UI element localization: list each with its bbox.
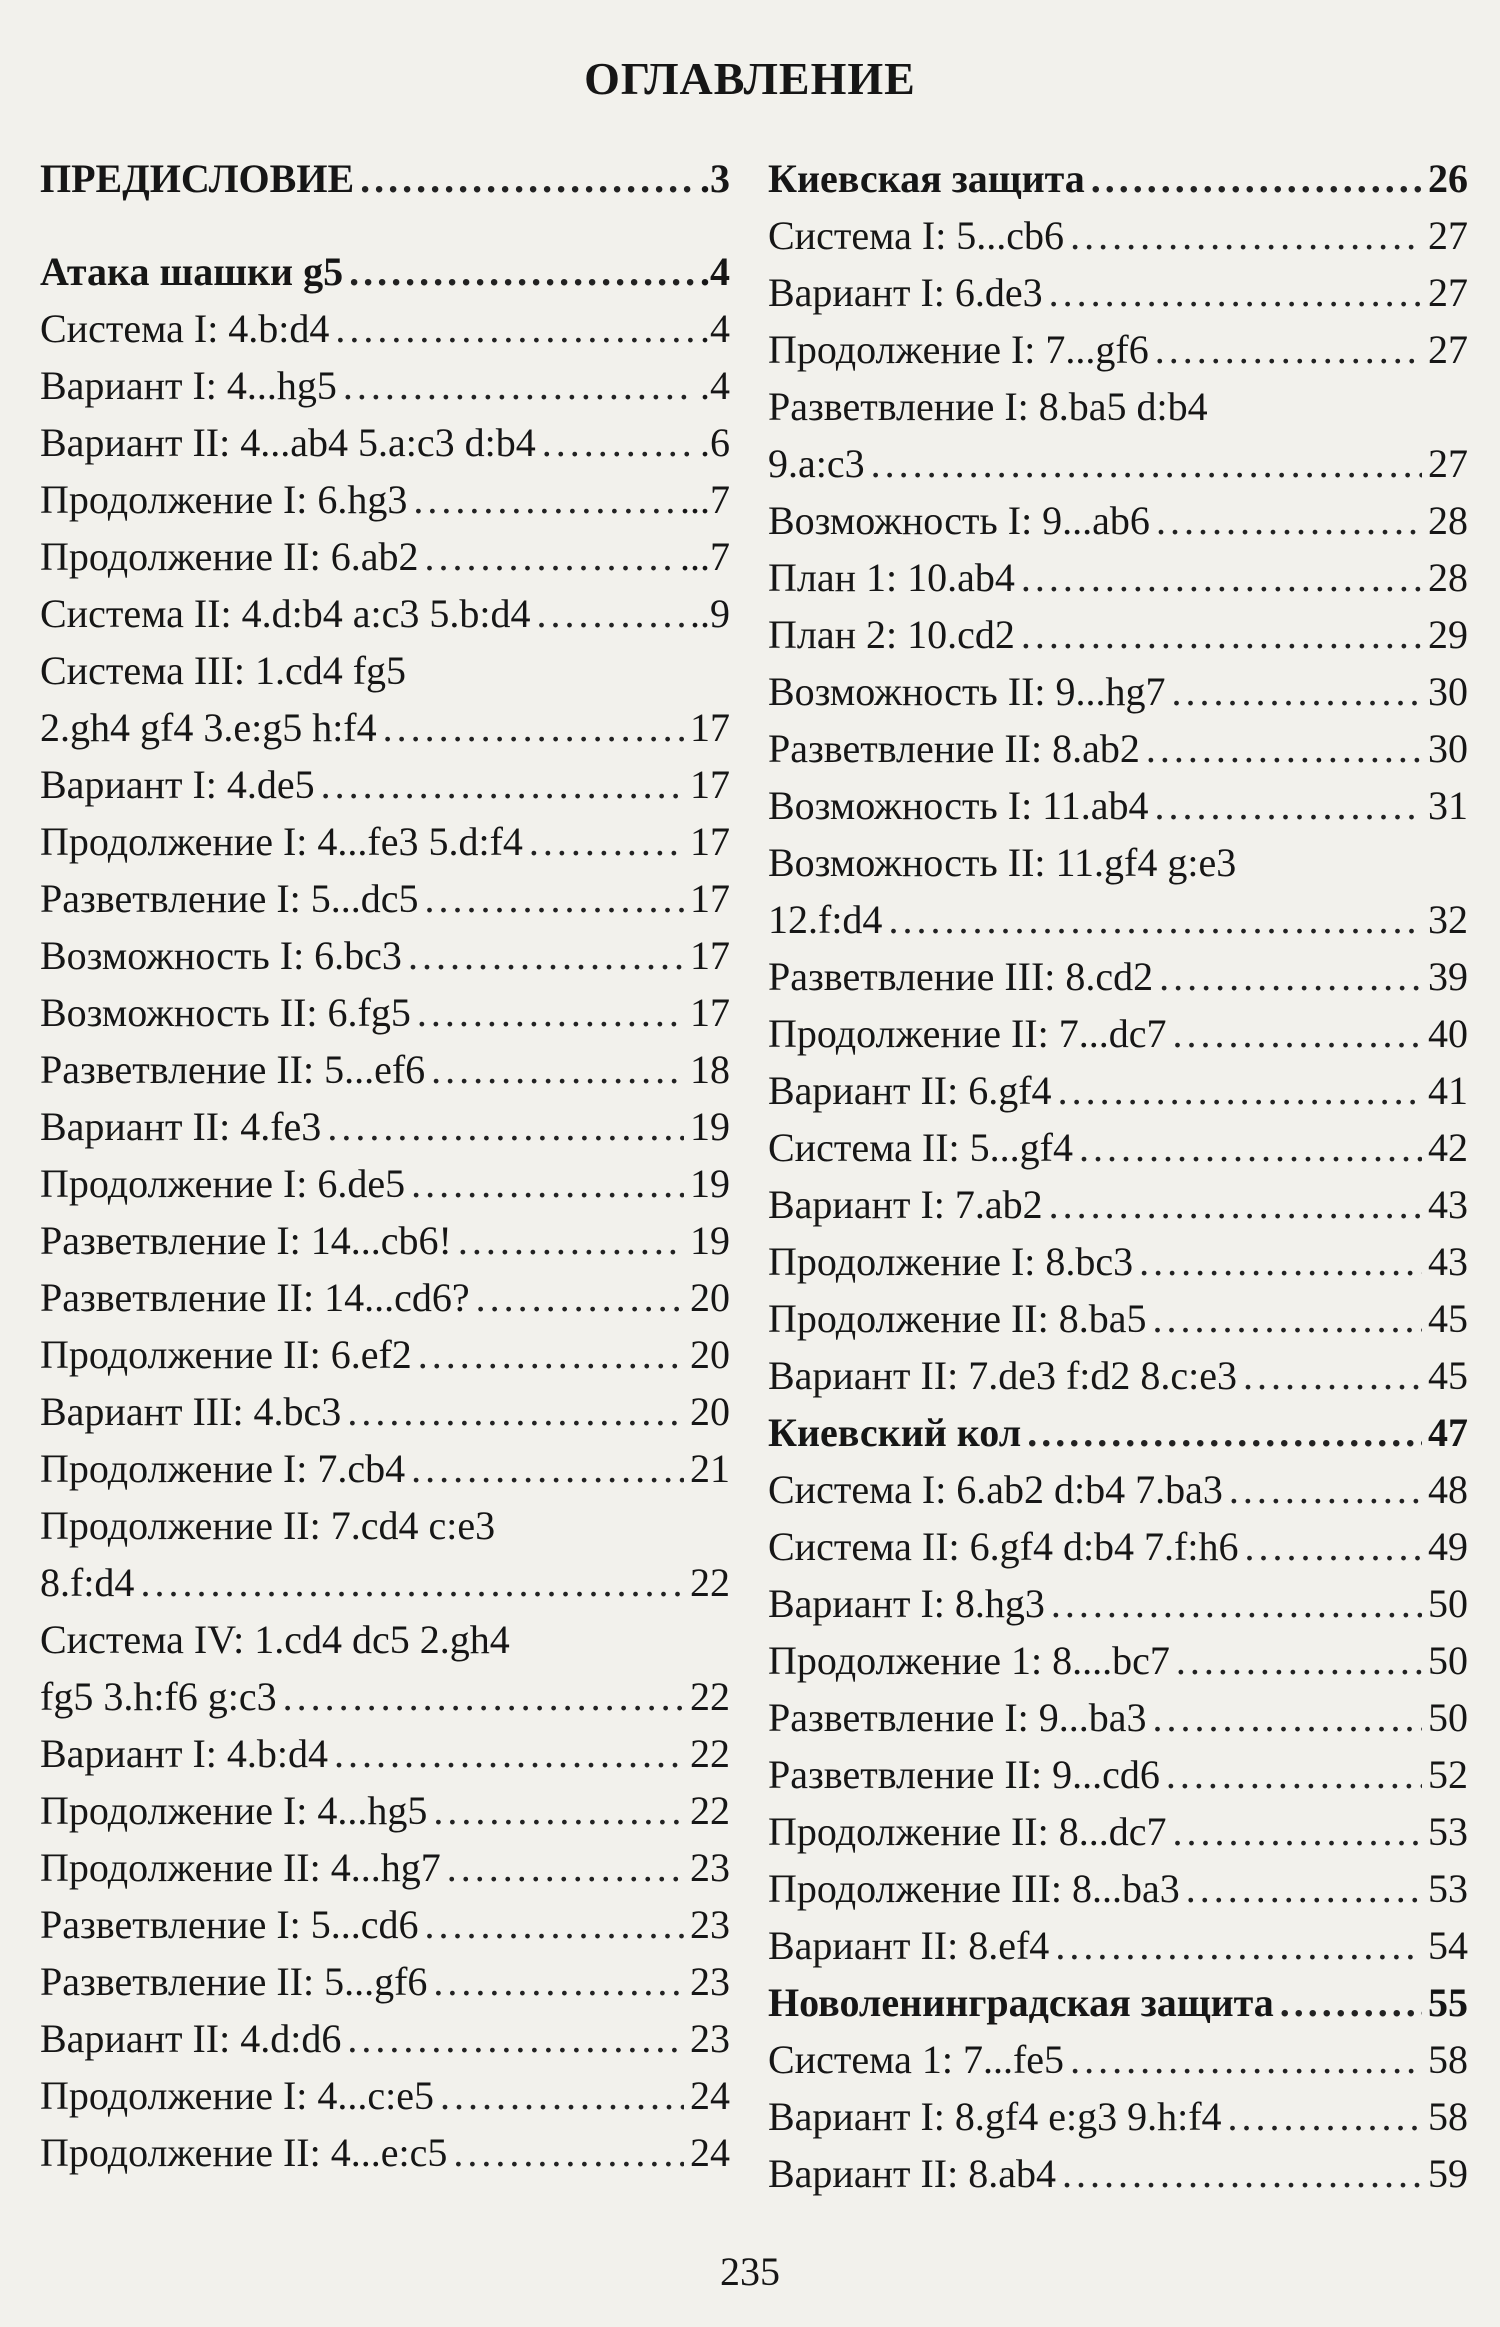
- toc-entry-label: Система I: 4.b:d4: [40, 306, 330, 351]
- toc-entry-label: Система I: 6.ab2 d:b4 7.ba3: [768, 1467, 1223, 1512]
- dot-leader: [383, 699, 684, 756]
- toc-entry-page: 50: [1428, 1695, 1468, 1740]
- toc-entry-label: Продолжение I: 7.cb4: [40, 1446, 406, 1491]
- dot-leader: [431, 1041, 684, 1098]
- toc-entry-label: Вариант II: 4.fe3: [40, 1104, 322, 1149]
- dot-leader: [1186, 1860, 1422, 1917]
- dot-leader: [1172, 1005, 1422, 1062]
- toc-entry: [768, 663, 1468, 720]
- toc-entry-label: Вариант I: 6.de3: [768, 270, 1043, 315]
- toc-entry-label: Система II: 4.d:b4 a:c3 5.b:d4: [40, 591, 531, 636]
- dot-leader: [418, 1326, 684, 1383]
- toc-entry-page: 20: [690, 1389, 730, 1434]
- toc-entry: [40, 1155, 730, 1212]
- toc-entry-label: Продолжение I: 6.de5: [40, 1161, 406, 1206]
- toc-entry-label: Разветвление II: 14...cd6?: [40, 1275, 470, 1320]
- toc-entry-page: 19: [690, 1161, 730, 1206]
- toc-left-column: [40, 150, 730, 2181]
- toc-entry: [768, 606, 1468, 663]
- toc-entry-label: 9.a:c3: [768, 441, 865, 486]
- dot-leader: [536, 585, 684, 642]
- dot-leader: [453, 2124, 684, 2181]
- toc-entry: [768, 1860, 1468, 1917]
- toc-entry: [40, 1212, 730, 1269]
- toc-entry-page: 27: [1428, 441, 1468, 486]
- dot-leader: [1152, 1290, 1422, 1347]
- dot-leader: [871, 435, 1422, 492]
- toc-entry-label: Вариант III: 4.bc3: [40, 1389, 342, 1434]
- toc-entry-page: 30: [1428, 669, 1468, 714]
- toc-entry-page: .3: [700, 156, 730, 201]
- toc-entry-page: 29: [1428, 612, 1468, 657]
- toc-entry-page: .6: [700, 420, 730, 465]
- toc-entry: [40, 1440, 730, 1497]
- toc-entry-label: План 1: 10.ab4: [768, 555, 1015, 600]
- dot-leader: [411, 1440, 684, 1497]
- toc-entry-label: 8.f:d4: [40, 1560, 135, 1605]
- dot-leader: [413, 471, 674, 528]
- toc-entry: [768, 1119, 1468, 1176]
- dot-leader: [347, 1383, 684, 1440]
- toc-entry-page: 17: [690, 876, 730, 921]
- toc-entry-page: 49: [1428, 1524, 1468, 1569]
- toc-entry: [40, 984, 730, 1041]
- toc-entry-label: Продолжение II: 6.ef2: [40, 1332, 412, 1377]
- toc-entry-label: Возможность I: 6.bc3: [40, 933, 402, 978]
- toc-entry: [40, 1839, 730, 1896]
- toc-entry-page: 53: [1428, 1809, 1468, 1854]
- toc-entry-label: Возможность II: 9...hg7: [768, 669, 1166, 714]
- toc-entry-page: 41: [1428, 1068, 1468, 1113]
- dot-leader: [529, 813, 684, 870]
- toc-entry-label: Разветвление II: 9...cd6: [768, 1752, 1160, 1797]
- toc-entry-label: Разветвление III: 8.cd2: [768, 954, 1154, 999]
- dot-leader: [433, 1782, 684, 1839]
- toc-entry-page: 31: [1428, 783, 1468, 828]
- toc-entry: [40, 2010, 730, 2067]
- toc-entry-page: 43: [1428, 1239, 1468, 1284]
- toc-entry: [40, 1554, 730, 1611]
- toc-entry: [768, 150, 1468, 207]
- toc-entry-page: 23: [690, 1959, 730, 2004]
- toc-entry: [768, 1632, 1468, 1689]
- dot-leader: [1245, 1518, 1423, 1575]
- toc-entry-label: Продолжение I: 4...fe3 5.d:f4: [40, 819, 523, 864]
- dot-leader: [1091, 150, 1422, 207]
- toc-entry: [40, 1326, 730, 1383]
- dot-leader: [1139, 1233, 1422, 1290]
- dot-leader: [440, 2067, 684, 2124]
- toc-entry-page: ...7: [680, 477, 730, 522]
- dot-leader: [1154, 777, 1422, 834]
- toc-entry: [40, 300, 730, 357]
- toc-entry-page: 21: [690, 1446, 730, 1491]
- toc-entry: [40, 243, 730, 300]
- toc-entry-page: 47: [1428, 1410, 1468, 1455]
- dot-leader: [1153, 1689, 1422, 1746]
- toc-entry-label: Разветвление I: 14...cb6!: [40, 1218, 452, 1263]
- dot-leader: [1049, 264, 1422, 321]
- dot-leader: [476, 1269, 684, 1326]
- toc-entry: [768, 2031, 1468, 2088]
- dot-leader: [1172, 663, 1423, 720]
- dot-leader: [1146, 720, 1422, 777]
- toc-entry: [768, 720, 1468, 777]
- dot-leader: [321, 756, 684, 813]
- toc-entry-page: 50: [1428, 1638, 1468, 1683]
- toc-entry-label: Возможность I: 11.ab4: [768, 783, 1149, 828]
- toc-entry: [768, 1062, 1468, 1119]
- toc-entry-page: 17: [690, 762, 730, 807]
- toc-entry: [40, 1041, 730, 1098]
- toc-entry-label: Система 1: 7...fe5: [768, 2037, 1065, 2082]
- toc-entry-label: Разветвление I: 5...cd6: [40, 1902, 419, 1947]
- toc-entry: [768, 321, 1468, 378]
- toc-entry-label: Вариант II: 8.ab4: [768, 2151, 1056, 2196]
- dot-leader: [458, 1212, 684, 1269]
- toc-entry-label: Вариант I: 4...hg5: [40, 363, 337, 408]
- toc-entry-page: 17: [690, 705, 730, 750]
- toc-entry-page: 22: [690, 1788, 730, 1833]
- toc-entry-label: 12.f:d4: [768, 897, 883, 942]
- toc-entry-label: Вариант I: 4.de5: [40, 762, 315, 807]
- dot-leader: [343, 357, 694, 414]
- toc-right-column: [768, 150, 1468, 2202]
- toc-entry-label: Вариант I: 8.hg3: [768, 1581, 1045, 1626]
- toc-entry-label: Продолжение 1: 8....bc7: [768, 1638, 1170, 1683]
- toc-entry-page: 22: [690, 1731, 730, 1776]
- dot-leader: [1070, 2031, 1422, 2088]
- toc-entry: [768, 948, 1468, 1005]
- dot-leader: [1166, 1746, 1422, 1803]
- toc-entry-page: 23: [690, 1845, 730, 1890]
- toc-entry-label: 2.gh4 gf4 3.e:g5 h:f4: [40, 705, 377, 750]
- dot-leader: [1070, 207, 1422, 264]
- toc-entry-label: Продолжение I: 6.hg3: [40, 477, 408, 522]
- toc-entry-label: Разветвление II: 8.ab2: [768, 726, 1140, 771]
- toc-entry: [40, 870, 730, 927]
- toc-entry-page: 19: [690, 1104, 730, 1149]
- toc-entry-label: Система II: 6.gf4 d:b4 7.f:h6: [768, 1524, 1239, 1569]
- toc-entry: [768, 2088, 1468, 2145]
- toc-entry: [40, 1953, 730, 2010]
- dot-leader: [1176, 1632, 1422, 1689]
- dot-leader: [1062, 2145, 1422, 2202]
- dot-leader: [1049, 1176, 1422, 1233]
- toc-entry-page: ...7: [680, 534, 730, 579]
- dot-leader: [1155, 321, 1422, 378]
- dot-leader: [1172, 1803, 1422, 1860]
- toc-entry-label: Продолжение II: 4...e:c5: [40, 2130, 448, 2175]
- toc-entry: [768, 1233, 1468, 1290]
- toc-entry: [768, 435, 1468, 492]
- toc-entry-label: Система I: 5...cb6: [768, 213, 1065, 258]
- toc-entry-label: Вариант I: 8.gf4 e:g3 9.h:f4: [768, 2094, 1222, 2139]
- toc-entry-first-line: Возможность II: 11.gf4 g:e3: [768, 840, 1237, 885]
- dot-leader: [1228, 2088, 1422, 2145]
- toc-entry: [768, 1917, 1468, 1974]
- toc-entry: [768, 549, 1468, 606]
- toc-entry-label: Вариант II: 6.gf4: [768, 1068, 1052, 1113]
- toc-entry-page: 50: [1428, 1581, 1468, 1626]
- toc-entry: [768, 1347, 1468, 1404]
- toc-entry-page: 32: [1428, 897, 1468, 942]
- toc-entry-page: 42: [1428, 1125, 1468, 1170]
- toc-entry: [40, 1098, 730, 1155]
- toc-entry-label: Продолжение II: 7...dc7: [768, 1011, 1167, 1056]
- toc-entry-label: Вариант I: 7.ab2: [768, 1182, 1043, 1227]
- toc-entry-page: 27: [1428, 327, 1468, 372]
- toc-entry-page: 45: [1428, 1296, 1468, 1341]
- toc-entry-page: 24: [690, 2073, 730, 2118]
- toc-entry: [768, 891, 1468, 948]
- toc-entry: [768, 1689, 1468, 1746]
- dot-leader: [1229, 1461, 1422, 1518]
- toc-entry: [768, 1518, 1468, 1575]
- toc-entry-page: 58: [1428, 2094, 1468, 2139]
- toc-entry-label: Вариант II: 4.d:d6: [40, 2016, 342, 2061]
- toc-entry: [768, 777, 1468, 834]
- toc-entry-label: Возможность II: 6.fg5: [40, 990, 411, 1035]
- toc-entry: [40, 2124, 730, 2181]
- toc-entry-label: Продолжение II: 6.ab2: [40, 534, 419, 579]
- toc-entry-label: Продолжение II: 4...hg7: [40, 1845, 441, 1890]
- toc-entry-page: 28: [1428, 498, 1468, 543]
- toc-entry-label: Разветвление II: 5...ef6: [40, 1047, 426, 1092]
- toc-entry-label: fg5 3.h:f6 g:c3: [40, 1674, 277, 1719]
- toc-entry-label: Продолжение I: 4...hg5: [40, 1788, 428, 1833]
- dot-leader: [1027, 1404, 1422, 1461]
- toc-entry-label: Продолжение III: 8...ba3: [768, 1866, 1180, 1911]
- toc-entry-first-line: Система IV: 1.cd4 dc5 2.gh4: [40, 1617, 510, 1662]
- toc-entry-page: 54: [1428, 1923, 1468, 1968]
- toc-entry: [40, 1668, 730, 1725]
- toc-entry-page: 23: [690, 1902, 730, 1947]
- toc-entry-page: 39: [1428, 954, 1468, 999]
- toc-entry-label: Киевский кол: [768, 1410, 1022, 1455]
- toc-entry-first-line: Разветвление I: 8.ba5 d:b4: [768, 384, 1208, 429]
- dot-leader: [424, 528, 674, 585]
- dot-leader: [327, 1098, 684, 1155]
- toc-entry-label: Продолжение I: 8.bc3: [768, 1239, 1134, 1284]
- dot-leader: [411, 1155, 684, 1212]
- toc-entry: [40, 1383, 730, 1440]
- toc-entry-page: 27: [1428, 270, 1468, 315]
- toc-entry-label: Система II: 5...gf4: [768, 1125, 1073, 1170]
- toc-entry-page: 20: [690, 1332, 730, 1377]
- toc-entry: [768, 1575, 1468, 1632]
- toc-entry-label: Разветвление I: 5...dc5: [40, 876, 419, 921]
- toc-entry-page: 26: [1428, 156, 1468, 201]
- dot-leader: [417, 984, 684, 1041]
- toc-entry: [40, 1782, 730, 1839]
- toc-entry-page: 48: [1428, 1467, 1468, 1512]
- toc-entry: [768, 1290, 1468, 1347]
- toc-entry-label: ПРЕДИСЛОВИЕ: [40, 156, 355, 201]
- dot-leader: [360, 150, 694, 207]
- dot-leader: [347, 2010, 684, 2067]
- toc-entry: [768, 1974, 1468, 2031]
- toc-entry-page: 18: [690, 1047, 730, 1092]
- toc-entry-label: Новоленинградская защита: [768, 1980, 1274, 2025]
- dot-leader: [334, 1725, 684, 1782]
- dot-leader: [1243, 1347, 1422, 1404]
- toc-entry-label: План 2: 10.cd2: [768, 612, 1015, 657]
- toc-entry-label: Вариант II: 4...ab4 5.a:c3 d:b4: [40, 420, 536, 465]
- toc-entry: [40, 699, 730, 756]
- toc-entry: [40, 357, 730, 414]
- toc-entry: [768, 207, 1468, 264]
- toc-entry: [40, 927, 730, 984]
- dot-leader: [408, 927, 684, 984]
- toc-entry: [40, 1896, 730, 1953]
- toc-entry: [768, 492, 1468, 549]
- toc-entry-page: 58: [1428, 2037, 1468, 2082]
- toc-entry-page: 30: [1428, 726, 1468, 771]
- toc-entry-label: Продолжение I: 4...c:e5: [40, 2073, 435, 2118]
- toc-entry-page: .4: [700, 249, 730, 294]
- toc-entry: [40, 414, 730, 471]
- toc-entry-page: 40: [1428, 1011, 1468, 1056]
- toc-entry: [768, 1176, 1468, 1233]
- toc-entry: [768, 1803, 1468, 1860]
- toc-entry: [40, 756, 730, 813]
- toc-entry-page: 20: [690, 1275, 730, 1320]
- toc-entry-label: Вариант I: 4.b:d4: [40, 1731, 329, 1776]
- toc-entry-label: Вариант II: 8.ef4: [768, 1923, 1050, 1968]
- dot-leader: [1058, 1062, 1422, 1119]
- dot-leader: [1280, 1974, 1422, 2031]
- dot-leader: [425, 1896, 684, 1953]
- toc-entry: [768, 1005, 1468, 1062]
- toc-entry-page: 28: [1428, 555, 1468, 600]
- toc-entry-page: 17: [690, 990, 730, 1035]
- toc-entry-page: 53: [1428, 1866, 1468, 1911]
- toc-entry: [40, 150, 730, 207]
- toc-entry-label: Вариант II: 7.de3 f:d2 8.c:e3: [768, 1353, 1238, 1398]
- toc-entry-page: 22: [690, 1674, 730, 1719]
- dot-leader: [433, 1953, 684, 2010]
- toc-entry-label: Киевская защита: [768, 156, 1085, 201]
- toc-entry: [40, 2067, 730, 2124]
- toc-entry-label: Продолжение II: 8.ba5: [768, 1296, 1147, 1341]
- toc-entry: [768, 1746, 1468, 1803]
- toc-entry-page: 17: [690, 819, 730, 864]
- dot-leader: [1156, 492, 1422, 549]
- toc-entry-label: Разветвление II: 5...gf6: [40, 1959, 428, 2004]
- page-title: ОГЛАВЛЕНИЕ: [584, 53, 916, 104]
- dot-leader: [1051, 1575, 1422, 1632]
- page-number: 235: [720, 2249, 780, 2294]
- dot-leader: [447, 1839, 684, 1896]
- toc-entry-page: .4: [700, 363, 730, 408]
- dot-leader: [335, 300, 694, 357]
- dot-leader: [1021, 606, 1422, 663]
- toc-entry-label: Продолжение II: 8...dc7: [768, 1809, 1167, 1854]
- dot-leader: [140, 1554, 684, 1611]
- toc-entry-page: 22: [690, 1560, 730, 1605]
- toc-entry-page: 27: [1428, 213, 1468, 258]
- toc-entry-page: 43: [1428, 1182, 1468, 1227]
- toc-entry-page: 17: [690, 933, 730, 978]
- toc-entry-page: 55: [1428, 1980, 1468, 2025]
- toc-entry-page: 52: [1428, 1752, 1468, 1797]
- toc-entry-page: .4: [700, 306, 730, 351]
- dot-leader: [425, 870, 684, 927]
- dot-leader: [283, 1668, 684, 1725]
- toc-entry: [40, 813, 730, 870]
- toc-entry-label: Атака шашки g5: [40, 249, 344, 294]
- toc-entry-first-line: Продолжение II: 7.cd4 c:e3: [40, 1503, 496, 1548]
- toc-entry-page: ..9: [690, 591, 730, 636]
- toc-entry: [768, 2145, 1468, 2202]
- dot-leader: [1021, 549, 1422, 606]
- toc-entry-first-line: Система III: 1.cd4 fg5: [40, 648, 407, 693]
- toc-entry-label: Разветвление I: 9...ba3: [768, 1695, 1147, 1740]
- toc-entry: [40, 528, 730, 585]
- toc-entry-page: 19: [690, 1218, 730, 1263]
- toc-entry-page: 45: [1428, 1353, 1468, 1398]
- toc-entry: [40, 1269, 730, 1326]
- toc-entry-page: 59: [1428, 2151, 1468, 2196]
- toc-entry-page: 23: [690, 2016, 730, 2061]
- toc-entry-label: Продолжение I: 7...gf6: [768, 327, 1149, 372]
- dot-leader: [1159, 948, 1422, 1005]
- dot-leader: [1055, 1917, 1422, 1974]
- toc-entry-page: 24: [690, 2130, 730, 2175]
- toc-entry: [40, 471, 730, 528]
- dot-leader: [1079, 1119, 1422, 1176]
- toc-entry: [40, 1725, 730, 1782]
- dot-leader: [542, 414, 694, 471]
- toc-entry: [40, 585, 730, 642]
- toc-entry: [768, 1404, 1468, 1461]
- toc-entry-label: Возможность I: 9...ab6: [768, 498, 1150, 543]
- toc-entry: [768, 1461, 1468, 1518]
- dot-leader: [888, 891, 1422, 948]
- dot-leader: [349, 243, 694, 300]
- toc-entry: [768, 264, 1468, 321]
